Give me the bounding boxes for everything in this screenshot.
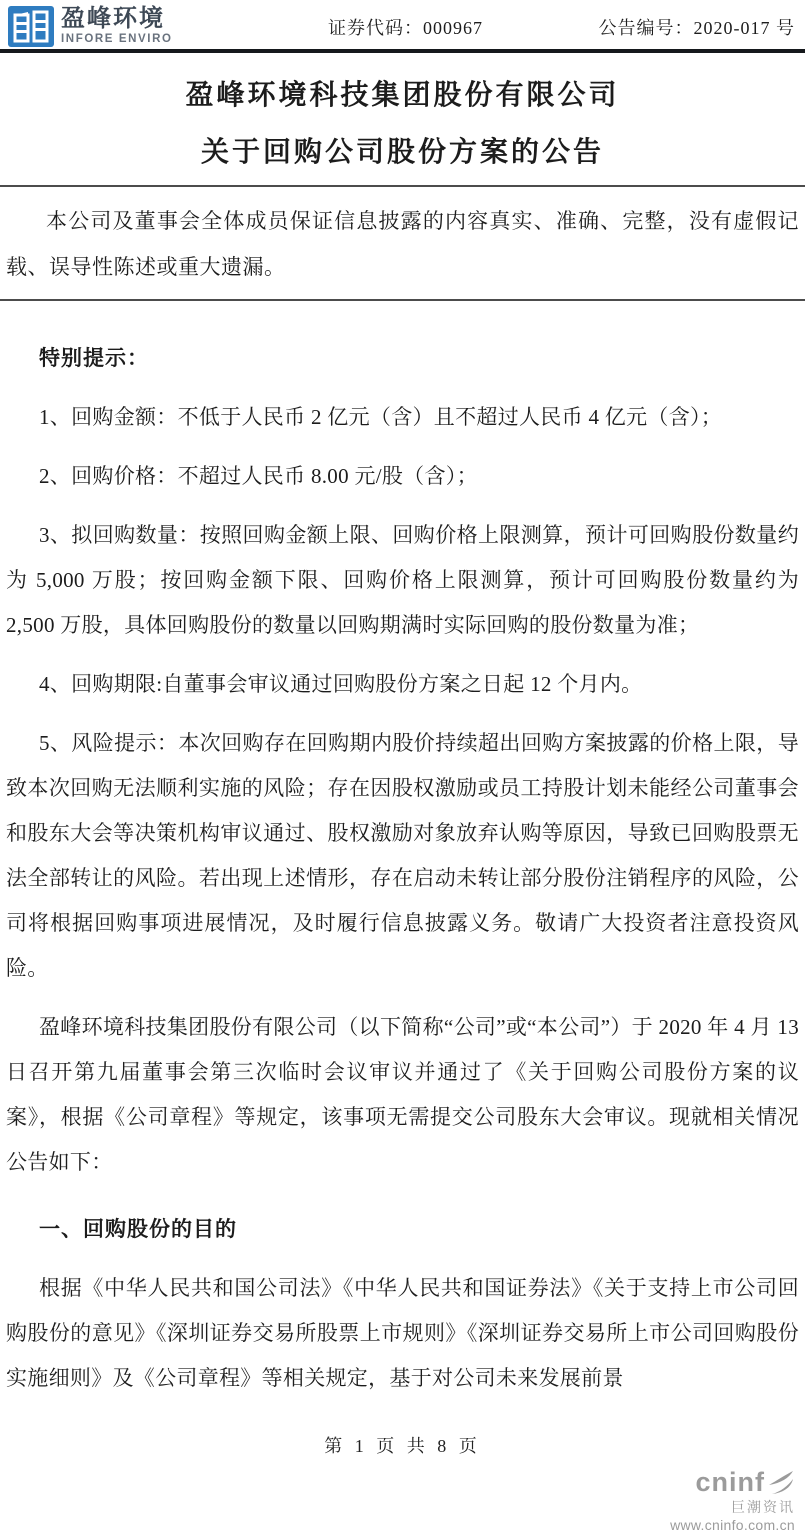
cninfo-brand-text: cninf [695, 1467, 765, 1497]
stock-code-label: 证券代码：000967 [328, 17, 483, 38]
notice-item-4: 4、回购期限:自董事会审议通过回购股份方案之日起 12 个月内。 [39, 672, 643, 696]
page-number: 第 1 页 共 8 页 [324, 1436, 481, 1456]
document-title-subject: 关于回购公司股份方案的公告 [200, 136, 604, 167]
intro-paragraph: 盈峰环境科技集团股份有限公司（以下简称“公司”或“本公司”）于 2020 年 4 月 13 日召开第九届董事会第三次临时会议审议并通过了《关于回购公司股份方案的议案》，根据《公司章程》等规定，该事项无需提交公司股东大会审议。现就相关情况公告如下： [6, 1015, 799, 1174]
logo-company-name-cn: 盈峰环境 [61, 5, 165, 33]
title-block [0, 53, 805, 185]
document-title-company: 盈峰环境科技集团股份有限公司 [185, 79, 620, 110]
announcement-number-label: 公告编号：2020-017 号 [598, 17, 795, 38]
notice-item-1: 1、回购金额：不低于人民币 2 亿元（含）且不超过人民币 4 亿元（含）； [39, 405, 723, 429]
section-1-heading: 一、回购股份的目的 [39, 1218, 237, 1241]
cninfo-url: www.cninfo.com.cn [670, 1517, 795, 1534]
cninfo-swirl-icon [767, 1470, 795, 1496]
company-logo [8, 6, 233, 47]
cninfo-watermark [670, 1467, 795, 1533]
infore-logo-icon [8, 6, 54, 47]
document-header [0, 0, 805, 53]
notice-item-5: 5、风险提示：本次回购存在回购期内股价持续超出回购方案披露的价格上限，导致本次回购无法顺利实施的风险；存在因股权激励或员工持股计划未能经公司董事会和股东大会等决策机构审议通过、股权激励对象放弃认购等原因，导致已回购股票无法全部转让的风险。若出现上述情形，存在启动未转让部分股份注销程序的风险，公司将根据回购事项进展情况，及时履行信息披露义务。敬请广大投资者注意投资风险。 [6, 731, 799, 980]
logo-company-name-en: INFORE ENVIRO [61, 33, 173, 46]
notice-item-3: 3、拟回购数量：按照回购金额上限、回购价格上限测算，预计可回购股份数量约为 5,000 万股；按回购金额下限、回购价格上限测算，预计可回购股份数量约为 2,500 万股，具体回购股份的数量以回购期满时实际回购的股份数量为准； [6, 523, 799, 637]
document-body [0, 301, 805, 1401]
section-1-paragraph: 根据《中华人民共和国公司法》《中华人民共和国证券法》《关于支持上市公司回购股份的意见》《深圳证券交易所股票上市规则》《深圳证券交易所上市公司回购股份实施细则》及《公司章程》等相关规定，基于对公司未来发展前景 [6, 1276, 799, 1390]
special-notice-heading: 特别提示： [39, 347, 149, 370]
cninfo-name-cn: 巨潮资讯 [731, 1499, 795, 1516]
disclaimer-text: 本公司及董事会全体成员保证信息披露的内容真实、准确、完整，没有虚假记载、误导性陈述或重大遗漏。 [6, 209, 799, 279]
logo-text [61, 7, 173, 46]
cninfo-brand-row [670, 1467, 795, 1498]
disclaimer-box [0, 185, 805, 301]
notice-item-2: 2、回购价格：不超过人民币 8.00 元/股（含）； [39, 464, 478, 488]
